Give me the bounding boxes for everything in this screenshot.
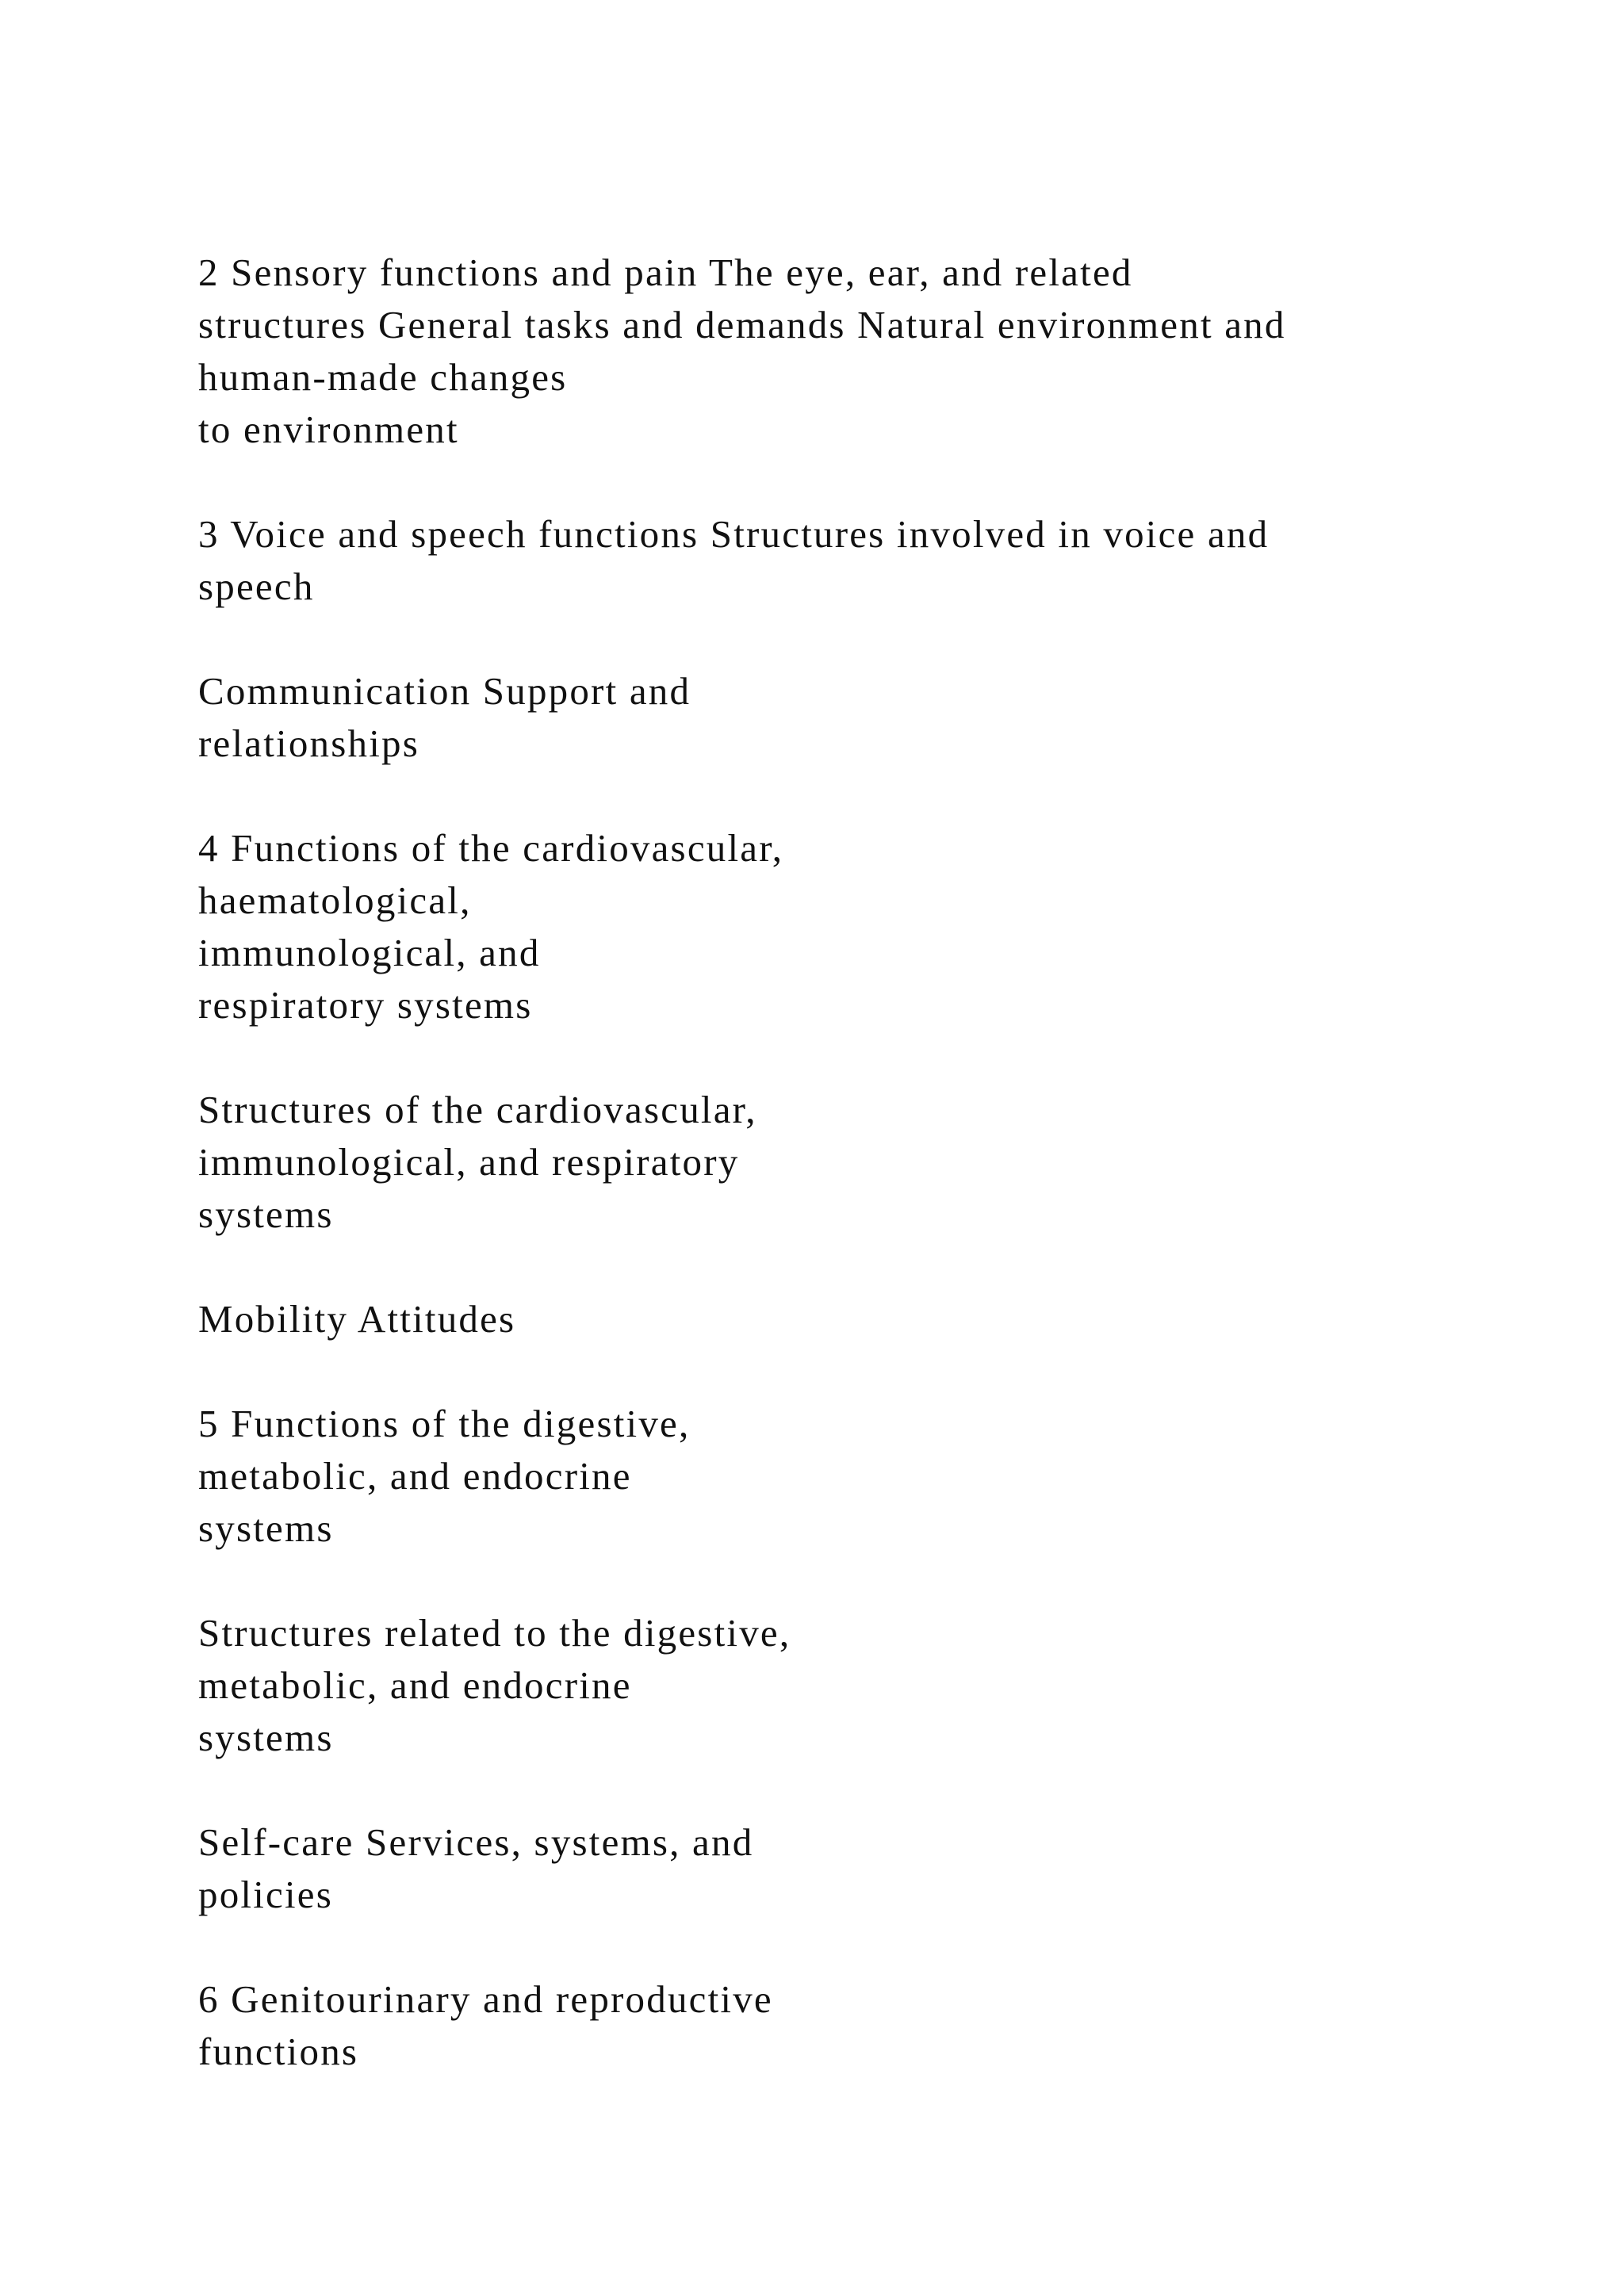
text-line: speech <box>198 564 315 608</box>
paragraph-cardiovascular-structures <box>198 1084 1467 1241</box>
text-line: functions <box>198 2030 359 2073</box>
paragraph-cardiovascular-functions <box>198 822 1467 1031</box>
text-line: relationships <box>198 721 420 765</box>
text-line: immunological, and <box>198 931 541 974</box>
text-line: systems <box>198 1716 334 1759</box>
text-line: respiratory systems <box>198 983 533 1027</box>
paragraph-sensory-functions <box>198 247 1467 456</box>
text-line: policies <box>198 1873 334 1916</box>
paragraph-digestive-functions <box>198 1398 1467 1555</box>
text-line: Structures related to the digestive, <box>198 1611 791 1655</box>
text-line: metabolic, and endocrine <box>198 1663 632 1707</box>
text-line: Self-care Services, systems, and <box>198 1820 754 1864</box>
text-line: systems <box>198 1506 334 1550</box>
text-line: Mobility Attitudes <box>198 1297 516 1341</box>
text-line: systems <box>198 1192 334 1236</box>
paragraph-mobility <box>198 1293 1467 1345</box>
text-line: haematological, <box>198 878 472 922</box>
text-line: metabolic, and endocrine <box>198 1454 632 1498</box>
text-line: human-made changes <box>198 355 568 399</box>
text-line: to environment <box>198 408 459 451</box>
text-line: 2 Sensory functions and pain The eye, ear, and related <box>198 251 1133 294</box>
document-body <box>198 247 1467 2130</box>
text-line: structures General tasks and demands Natural environment and <box>198 303 1286 346</box>
text-line: Structures of the cardiovascular, <box>198 1088 757 1131</box>
text-line: 3 Voice and speech functions Structures involved in voice and <box>198 512 1270 556</box>
paragraph-voice-speech <box>198 508 1467 613</box>
text-line: 6 Genitourinary and reproductive <box>198 1977 773 2021</box>
paragraph-genitourinary <box>198 1973 1467 2078</box>
text-line: 4 Functions of the cardiovascular, <box>198 826 784 870</box>
text-line: immunological, and respiratory <box>198 1140 740 1184</box>
text-line: 5 Functions of the digestive, <box>198 1402 691 1445</box>
paragraph-communication <box>198 665 1467 770</box>
paragraph-self-care <box>198 1816 1467 1921</box>
paragraph-digestive-structures <box>198 1607 1467 1764</box>
text-line: Communication Support and <box>198 669 691 713</box>
